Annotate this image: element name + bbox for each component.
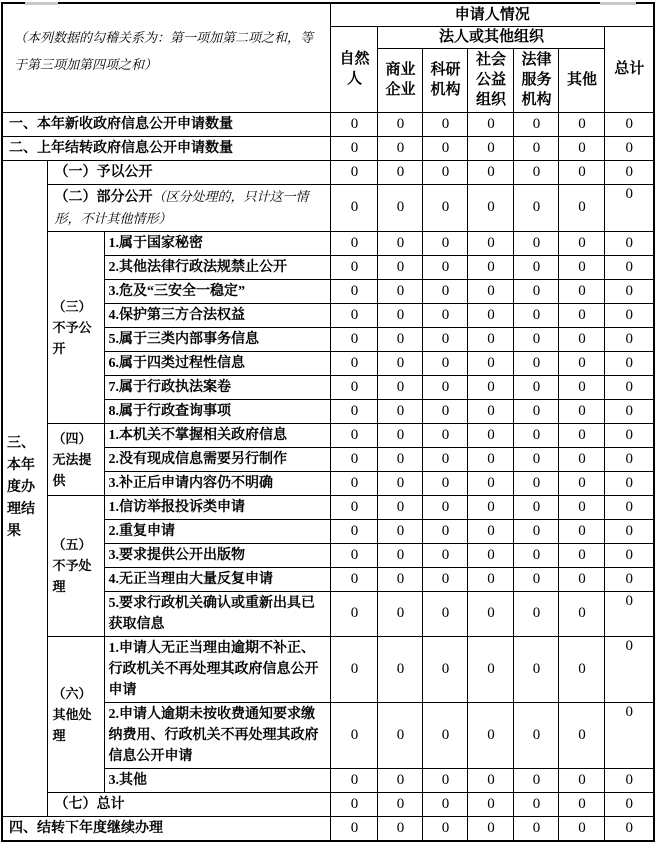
value-cell: 0: [378, 279, 423, 303]
value-cell: 0: [605, 591, 654, 636]
value-cell: 0: [468, 255, 514, 279]
value-cell: 0: [559, 567, 605, 591]
value-cell: 0: [514, 567, 559, 591]
table-row: [2, 231, 654, 255]
value-cell: 0: [423, 816, 468, 841]
col-header-other-org: 其他: [559, 48, 605, 112]
value-cell: 0: [423, 519, 468, 543]
value-cell: 0: [605, 255, 654, 279]
value-cell: 0: [559, 136, 605, 160]
value-cell: 0: [331, 303, 378, 327]
table-row: [2, 423, 654, 447]
value-cell: 0: [514, 447, 559, 471]
row-label-subtotal: （七）总计: [48, 792, 331, 816]
value-cell: 0: [468, 399, 514, 423]
value-cell: 0: [331, 351, 378, 375]
value-cell: 0: [378, 702, 423, 768]
row-label-note: （区分处理的，只计这一情形，不计其他情形）: [54, 188, 309, 226]
value-cell: 0: [605, 351, 654, 375]
value-cell: 0: [605, 495, 654, 519]
value-cell: 0: [514, 816, 559, 841]
value-cell: 0: [559, 636, 605, 702]
table-row: [2, 636, 654, 702]
value-cell: 0: [468, 567, 514, 591]
row-label-main: （二）部分公开: [54, 189, 153, 205]
value-cell: 0: [559, 327, 605, 351]
value-cell: 0: [559, 816, 605, 841]
value-cell: 0: [468, 702, 514, 768]
value-cell: 0: [468, 636, 514, 702]
value-cell: 0: [514, 279, 559, 303]
value-cell: 0: [605, 112, 654, 136]
value-cell: 0: [514, 423, 559, 447]
value-cell: 0: [559, 702, 605, 768]
value-cell: 0: [423, 375, 468, 399]
section-label-not-processed: （五）不予处理: [48, 495, 105, 636]
row-label-endanger-stability: 3.危及“三安全一稳定”: [105, 279, 331, 303]
value-cell: 0: [378, 303, 423, 327]
value-cell: 0: [378, 768, 423, 792]
value-cell: 0: [514, 702, 559, 768]
value-cell: 0: [514, 160, 559, 184]
value-cell: 0: [378, 136, 423, 160]
value-cell: 0: [378, 519, 423, 543]
value-cell: 0: [468, 519, 514, 543]
value-cell: 0: [605, 471, 654, 495]
value-cell: 0: [468, 327, 514, 351]
value-cell: 0: [331, 519, 378, 543]
value-cell: 0: [559, 519, 605, 543]
value-cell: 0: [514, 792, 559, 816]
value-cell: 0: [559, 447, 605, 471]
col-group-legal-or-other-org: 法人或其他组织: [378, 26, 605, 48]
value-cell: 0: [331, 423, 378, 447]
table-row: [2, 184, 654, 231]
value-cell: 0: [468, 279, 514, 303]
col-header-total: 总计: [605, 26, 654, 112]
value-cell: 0: [605, 231, 654, 255]
value-cell: 0: [468, 136, 514, 160]
value-cell: 0: [468, 495, 514, 519]
value-cell: 0: [331, 495, 378, 519]
value-cell: 0: [559, 471, 605, 495]
col-header-public-welfare-org: 社会公益组织: [468, 48, 514, 112]
table-row: [2, 495, 654, 519]
value-cell: 0: [378, 591, 423, 636]
value-cell: 0: [605, 399, 654, 423]
value-cell: 0: [331, 279, 378, 303]
value-cell: 0: [605, 327, 654, 351]
value-cell: 0: [378, 423, 423, 447]
value-cell: 0: [559, 543, 605, 567]
value-cell: 0: [423, 423, 468, 447]
value-cell: 0: [331, 136, 378, 160]
value-cell: 0: [378, 184, 423, 231]
value-cell: 0: [605, 184, 654, 231]
value-cell: 0: [378, 112, 423, 136]
value-cell: 0: [423, 279, 468, 303]
value-cell: 0: [605, 567, 654, 591]
value-cell: 0: [514, 375, 559, 399]
table-row: [2, 160, 654, 184]
value-cell: 0: [559, 351, 605, 375]
row-label-fee-unpaid: 2.申请人逾期未按收费通知要求缴纳费用、行政机关不再处理其政府信息公开申请: [105, 702, 331, 768]
row-label-still-unclear: 3.补正后申请内容仍不明确: [105, 471, 331, 495]
value-cell: 0: [605, 543, 654, 567]
value-cell: 0: [331, 543, 378, 567]
value-cell: 0: [605, 303, 654, 327]
applicant-situation-header: 申请人情况: [331, 3, 654, 26]
row-label-partially-granted: [48, 184, 331, 231]
value-cell: 0: [514, 255, 559, 279]
value-cell: 0: [514, 112, 559, 136]
value-cell: 0: [331, 702, 378, 768]
value-cell: 0: [514, 495, 559, 519]
value-cell: 0: [468, 471, 514, 495]
value-cell: 0: [331, 591, 378, 636]
section-label-unable-to-provide: （四）无法提供: [48, 423, 105, 495]
value-cell: 0: [605, 447, 654, 471]
table-row: [2, 112, 654, 136]
value-cell: 0: [468, 160, 514, 184]
value-cell: 0: [423, 447, 468, 471]
row-label-process-info: 6.属于四类过程性信息: [105, 351, 331, 375]
row-label-other-handling-item: 3.其他: [105, 768, 331, 792]
value-cell: 0: [423, 160, 468, 184]
value-cell: 0: [423, 255, 468, 279]
value-cell: 0: [514, 591, 559, 636]
screenshot-edge-artifact: [600, 2, 636, 5]
value-cell: 0: [605, 160, 654, 184]
value-cell: 0: [331, 327, 378, 351]
row-label-third-party-rights: 4.保护第三方合法权益: [105, 303, 331, 327]
value-cell: 0: [378, 351, 423, 375]
value-cell: 0: [423, 136, 468, 160]
value-cell: 0: [423, 495, 468, 519]
value-cell: 0: [605, 768, 654, 792]
row-label-reissue-obtained: 5.要求行政机关确认或重新出具已获取信息: [105, 591, 331, 636]
value-cell: 0: [514, 231, 559, 255]
value-cell: 0: [423, 184, 468, 231]
value-cell: 0: [468, 792, 514, 816]
table-row: [2, 136, 654, 160]
value-cell: 0: [378, 543, 423, 567]
table-row: [2, 792, 654, 816]
value-cell: 0: [331, 447, 378, 471]
value-cell: 0: [378, 231, 423, 255]
value-cell: 0: [468, 816, 514, 841]
row-label-petition-complaint: 1.信访举报投诉类申请: [105, 495, 331, 519]
value-cell: 0: [331, 184, 378, 231]
row-label-new-received: 一、本年新收政府信息公开申请数量: [2, 112, 331, 136]
row-label-carried-from-prev: 二、上年结转政府信息公开申请数量: [2, 136, 331, 160]
col-header-legal-service-org: 法律服务机构: [514, 48, 559, 112]
section-label-year-results: 三、本年度办理结果: [2, 160, 48, 816]
value-cell: 0: [331, 231, 378, 255]
row-label-law-prohibited: 2.其他法律行政法规禁止公开: [105, 255, 331, 279]
screenshot-edge-artifact: [25, 2, 58, 5]
value-cell: 0: [378, 327, 423, 351]
value-cell: 0: [559, 768, 605, 792]
value-cell: 0: [605, 816, 654, 841]
value-cell: 0: [605, 136, 654, 160]
value-cell: 0: [331, 567, 378, 591]
value-cell: 0: [559, 399, 605, 423]
value-cell: 0: [514, 768, 559, 792]
value-cell: 0: [559, 303, 605, 327]
value-cell: 0: [378, 160, 423, 184]
row-label-internal-affairs: 5.属于三类内部事务信息: [105, 327, 331, 351]
value-cell: 0: [514, 327, 559, 351]
section-label-other-handling: （六）其他处理: [48, 636, 105, 792]
col-header-natural-person: 自然人: [331, 26, 378, 112]
value-cell: 0: [378, 255, 423, 279]
row-label-need-creation: 2.没有现成信息需要另行制作: [105, 447, 331, 471]
table-row: [2, 816, 654, 841]
row-label-unjustified-mass: 4.无正当理由大量反复申请: [105, 567, 331, 591]
value-cell: 0: [378, 447, 423, 471]
value-cell: 0: [605, 519, 654, 543]
value-cell: 0: [378, 399, 423, 423]
value-cell: 0: [331, 255, 378, 279]
value-cell: 0: [423, 702, 468, 768]
value-cell: 0: [605, 279, 654, 303]
value-cell: 0: [514, 136, 559, 160]
value-cell: 0: [514, 399, 559, 423]
row-label-repeated-request: 2.重复申请: [105, 519, 331, 543]
value-cell: 0: [468, 768, 514, 792]
value-cell: 0: [423, 636, 468, 702]
row-label-state-secret: 1.属于国家秘密: [105, 231, 331, 255]
row-label-carried-to-next: 四、结转下年度继续办理: [2, 816, 331, 841]
value-cell: 0: [423, 471, 468, 495]
value-cell: 0: [423, 351, 468, 375]
value-cell: 0: [423, 591, 468, 636]
value-cell: 0: [378, 471, 423, 495]
value-cell: 0: [468, 184, 514, 231]
value-cell: 0: [378, 567, 423, 591]
value-cell: 0: [331, 636, 378, 702]
value-cell: 0: [468, 375, 514, 399]
value-cell: 0: [423, 303, 468, 327]
value-cell: 0: [423, 792, 468, 816]
value-cell: 0: [378, 792, 423, 816]
col-header-research-institution: 科研机构: [423, 48, 468, 112]
value-cell: 0: [514, 471, 559, 495]
value-cell: 0: [559, 423, 605, 447]
value-cell: 0: [605, 702, 654, 768]
value-cell: 0: [378, 816, 423, 841]
value-cell: 0: [514, 519, 559, 543]
value-cell: 0: [605, 375, 654, 399]
value-cell: 0: [331, 471, 378, 495]
value-cell: 0: [423, 543, 468, 567]
row-label-granted: （一）予以公开: [48, 160, 331, 184]
row-label-admin-inquiry: 8.属于行政查询事项: [105, 399, 331, 423]
col-header-commercial-enterprise: 商业企业: [378, 48, 423, 112]
value-cell: 0: [559, 591, 605, 636]
value-cell: 0: [559, 184, 605, 231]
value-cell: 0: [514, 636, 559, 702]
value-cell: 0: [331, 112, 378, 136]
value-cell: 0: [331, 160, 378, 184]
value-cell: 0: [468, 447, 514, 471]
section-label-refused: （三）不予公开: [48, 231, 105, 423]
value-cell: 0: [423, 231, 468, 255]
value-cell: 0: [514, 543, 559, 567]
value-cell: 0: [423, 567, 468, 591]
value-cell: 0: [468, 231, 514, 255]
value-cell: 0: [378, 495, 423, 519]
value-cell: 0: [514, 303, 559, 327]
value-cell: 0: [514, 351, 559, 375]
value-cell: 0: [331, 792, 378, 816]
value-cell: 0: [468, 543, 514, 567]
value-cell: 0: [605, 636, 654, 702]
value-cell: 0: [559, 255, 605, 279]
value-cell: 0: [559, 160, 605, 184]
value-cell: 0: [559, 279, 605, 303]
value-cell: 0: [468, 351, 514, 375]
value-cell: 0: [468, 591, 514, 636]
row-label-enforcement-files: 7.属于行政执法案卷: [105, 375, 331, 399]
row-label-no-correction: 1.申请人无正当理由逾期不补正、行政机关不再处理其政府信息公开申请: [105, 636, 331, 702]
value-cell: 0: [559, 112, 605, 136]
disclosure-statistics-table: [1, 2, 655, 842]
value-cell: 0: [468, 303, 514, 327]
value-cell: 0: [423, 112, 468, 136]
value-cell: 0: [423, 327, 468, 351]
value-cell: 0: [331, 768, 378, 792]
value-cell: 0: [559, 792, 605, 816]
value-cell: 0: [468, 423, 514, 447]
value-cell: 0: [514, 184, 559, 231]
value-cell: 0: [559, 231, 605, 255]
value-cell: 0: [331, 816, 378, 841]
value-cell: 0: [378, 636, 423, 702]
reconciliation-note: （本列数据的勾稽关系为：第一项加第二项之和，等于第三项加第四项之和）: [2, 3, 331, 112]
value-cell: 0: [423, 768, 468, 792]
value-cell: 0: [559, 495, 605, 519]
value-cell: 0: [559, 375, 605, 399]
value-cell: 0: [468, 112, 514, 136]
value-cell: 0: [605, 423, 654, 447]
value-cell: 0: [331, 399, 378, 423]
value-cell: 0: [378, 375, 423, 399]
value-cell: 0: [605, 792, 654, 816]
value-cell: 0: [423, 399, 468, 423]
row-label-not-held: 1.本机关不掌握相关政府信息: [105, 423, 331, 447]
value-cell: 0: [331, 375, 378, 399]
row-label-publications: 3.要求提供公开出版物: [105, 543, 331, 567]
